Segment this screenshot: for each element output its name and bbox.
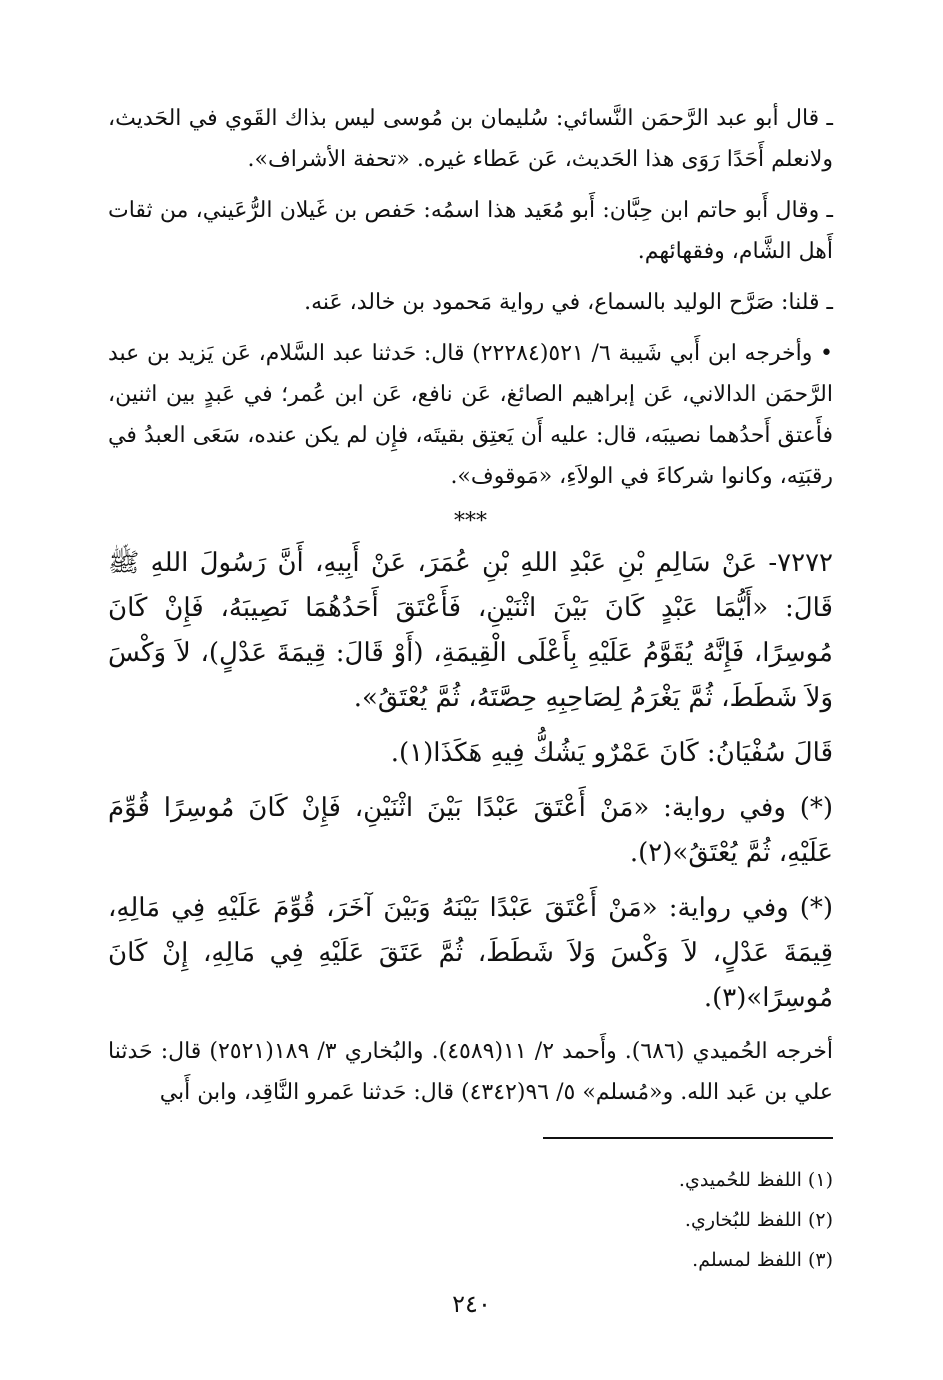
hadith-main: ٧٢٧٢- عَنْ سَالِمِ بْنِ عَبْدِ اللهِ بْنِ عُمَرَ، عَنْ أَبِيهِ، أَنَّ رَسُولَ اللهِ ﷺ قَالَ: «أَيُّمَا عَبْدٍ كَانَ بَيْنَ اثْنَيْنِ، فَأَعْتَقَ أَحَدُهُمَا نَصِيبَهُ، فَإِنْ كَانَ مُوسِرًا، فَإِنَّهُ يُقَوَّمُ عَلَيْهِ بِأَعْلَى الْقِيمَةِ، (أَوْ قَالَ: قِيمَةَ عَدْلٍ)، لاَ وَكْسَ وَلاَ شَطَطَ، ثُمَّ يَغْرَمُ لِصَاحِبِهِ حِصَّتَهُ، ثُمَّ يُعْتَقُ».: [108, 548, 833, 713]
paragraph-takhrij: أخرجه الحُميدي (٦٨٦). وأَحمد ٢/ ١١(٤٥٨٩). والبُخاري ٣/ ١٨٩(٢٥٢١) قال: حَدثنا علي بن عَبد الله. و«مُسلم» ٥/ ٩٦(٤٣٤٢) قال: حَدثنا عَمرو النَّاقِد، وابن أَبي: [108, 1039, 833, 1105]
section-separator: ***: [454, 509, 487, 534]
paragraph-qulna: ـ قلنا: صَرَّح الوليد بالسماع، في رواية مَحمود بن خالد، عَنه.: [304, 290, 833, 315]
hadith-riwaya-1: (*) وفي رواية: «مَنْ أَعْتَقَ عَبْدًا بَيْنَ اثْنَيْنِ، فَإِنْ كَانَ مُوسِرًا قُوِّمَ عَلَيْهِ، ثُمَّ يُعْتَقُ»(٢).: [108, 793, 833, 868]
footnote-3: (٣) اللفظ لمسلم.: [692, 1249, 833, 1271]
paragraph-ibn-hibban: ـ وقال أَبو حاتم ابن حِبَّان: أَبو مُعَيد هذا اسمُه: حَفص بن غَيلان الرُّعَيني، من ثقات أَهل الشَّام، وفقهائهم.: [108, 198, 833, 264]
paragraph-nasai: ـ قال أبو عبد الرَّحمَن النَّسائي: سُليمان بن مُوسى ليس بذاك القَوي في الحَديث، ولانعلم أَحَدًا رَوَى هذا الحَديث، عَن عَطاء غيره. «تحفة الأشراف».: [108, 106, 833, 172]
hadith-sufyan: قَالَ سُفْيَانُ: كَانَ عَمْرٌو يَشُكُّ فِيهِ هَكَذَا(١).: [390, 738, 833, 768]
footnote-1: (١) اللفظ للحُميدي.: [678, 1169, 833, 1191]
main-text: [108, 98, 833, 1123]
paragraph-ibn-abi-shayba: • وأخرجه ابن أَبي شَيبة ٦/ ٥٢١(٢٢٢٨٤) قال: حَدثنا عبد السَّلام، عَن يَزيد بن عبد الرَّحمَن الدالاني، عَن إبراهيم الصائغ، عَن نافع، عَن ابن عُمر؛ في عَبدٍ بين اثنين، فأَعتق أَحدُهما نصيبَه، قال: عليه أَن يَعتِق بقيتَه، فإِن لم يكن عنده، سَعَى العبدُ في رقبَتِه، وكانوا شركاءَ في الولاَءِ، «مَوقوف».: [108, 341, 833, 489]
page-number: ٢٤٠: [452, 1290, 491, 1318]
footnote-2: (٢) اللفظ للبُخاري.: [684, 1209, 833, 1231]
footnotes: [108, 1160, 833, 1280]
footnote-divider: [543, 1137, 833, 1139]
hadith-riwaya-2: (*) وفي رواية: «مَنْ أَعْتَقَ عَبْدًا بَيْنَهُ وَبَيْنَ آخَرَ، قُوِّمَ عَلَيْهِ فِي مَالِهِ، قِيمَةَ عَدْلٍ، لاَ وَكْسَ وَلاَ شَطَطَ، ثُمَّ عَتَقَ عَلَيْهِ فِي مَالِهِ، إِنْ كَانَ مُوسِرًا»(٣).: [108, 893, 833, 1013]
